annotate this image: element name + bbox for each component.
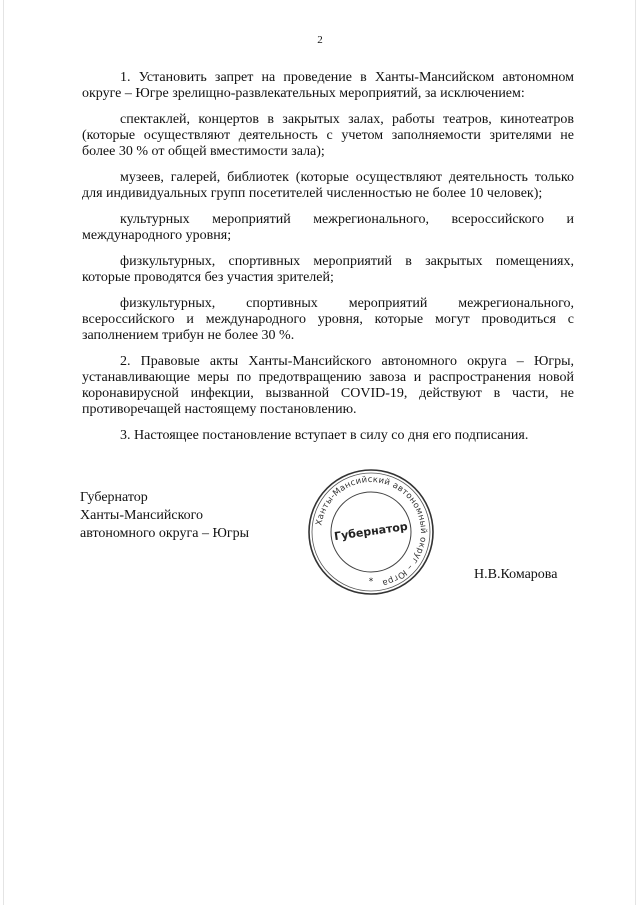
signatory-title-line: Ханты-Мансийского (80, 508, 204, 523)
scan-edge-left (3, 0, 4, 905)
paragraph-sports-interregional: физкультурных, спортивных мероприятий межрегионального, всероссийского и международного уровня, которые могут проводиться с заполнением трибун не более 30 %. (82, 296, 574, 343)
paragraph-museums: музеев, галерей, библиотек (которые осуществляют деятельность только для индивидуальных групп посетителей численностью не более 10 человек); (82, 170, 574, 201)
signatory-title-line: Губернатор (80, 490, 148, 505)
official-seal (306, 467, 436, 597)
scan-edge-right (635, 0, 636, 905)
paragraph-effective-date: 3. Настоящее постановление вступает в силу со дня его подписания. (120, 428, 529, 443)
paragraph-ban: 1. Установить запрет на проведение в Ханты-Мансийском автономном округе – Югре зрелищно-развлекательных мероприятий, за исключением: (82, 70, 574, 101)
signatory-title (80, 489, 249, 543)
seal-ring-text: Ханты-Мансийский автономный округ – Югра (314, 474, 429, 588)
paragraph-theaters: спектаклей, концертов в закрытых залах, работы театров, кинотеатров (которые осуществляют деятельность с учетом заполняемости зрителями не более 30 % от общей вместимости зала); (82, 112, 574, 159)
signatory-title-line: автономного округа – Югры (80, 526, 249, 541)
document-body (82, 70, 574, 454)
seal-center-text: Губернатор (333, 519, 409, 544)
paragraph-legal-acts: 2. Правовые акты Ханты-Мансийского автономного округа – Югры, устанавливающие меры по предотвращению завоза и распространения новой коронавирусной инфекции, вызванной COVID-19, действуют в части, не противоречащей настоящему постановлению. (82, 354, 574, 417)
signatory-name: Н.В.Комарова (474, 567, 558, 582)
page-number: 2 (317, 34, 323, 46)
seal-star: * (368, 577, 374, 587)
paragraph-sports-indoor: физкультурных, спортивных мероприятий в закрытых помещениях, которые проводятся без участия зрителей; (82, 254, 574, 285)
paragraph-cultural-events: культурных мероприятий межрегионального, всероссийского и международного уровня; (82, 212, 574, 243)
